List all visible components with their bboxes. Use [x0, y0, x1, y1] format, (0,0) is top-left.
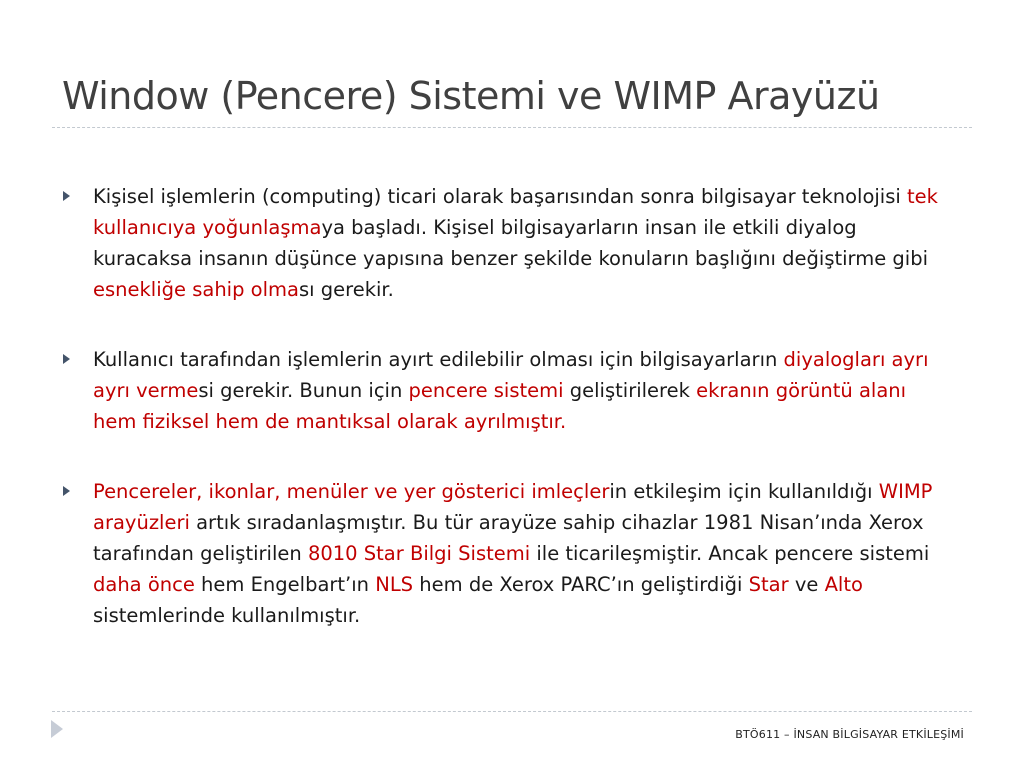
bullet-text: sı gerekir. — [298, 278, 394, 301]
slide-footer: BTÖ611 – İNSAN BİLGİSAYAR ETKİLEŞİMİ — [735, 728, 964, 741]
footer-divider — [52, 711, 972, 712]
triangle-right-icon — [63, 191, 70, 201]
highlighted-text: WIMP arayüzleri — [93, 480, 933, 534]
bullet-text: ya başladı. Kişisel bilgisayarların insan ile etkili diyalog kuracaksa insanın düşünce yapısına benzer şekilde konuların başlığını değiştirme gibi — [93, 216, 928, 270]
highlighted-text: Star — [748, 573, 789, 596]
bullet-text: si gerekir. Bunun için — [198, 379, 409, 402]
bullet-text: ile ticarileşmiştir. Ancak pencere sistemi — [530, 542, 930, 565]
bullet-text: geliştirilerek — [563, 379, 697, 402]
bullet-text: hem Engelbart’ın — [194, 573, 376, 596]
bullet-text: hem de Xerox PARC’ın geliştirdiği — [413, 573, 749, 596]
highlighted-text: ekranın görüntü alanı hem fiziksel hem de mantıksal olarak ayrılmıştır. — [93, 379, 907, 433]
bullet-text: Kişisel işlemlerin (computing) ticari olarak başarısından sonra bilgisayar teknolojisi — [93, 185, 907, 208]
highlighted-text: diyalogları ayrı ayrı verme — [93, 348, 929, 402]
bullet-item — [62, 476, 952, 631]
bullet-text: Kullanıcı tarafından işlemlerin ayırt edilebilir olması için bilgisayarların — [93, 348, 784, 371]
bullet-text: in etkileşim için kullanıldığı — [609, 480, 879, 503]
play-arrow-icon[interactable] — [51, 720, 63, 738]
bullet-item — [62, 181, 952, 305]
highlighted-text: daha önce — [93, 573, 195, 596]
bullet-list — [62, 181, 952, 631]
highlighted-text: Pencereler, ikonlar, menüler ve yer gösterici imleçler — [93, 480, 610, 503]
highlighted-text: esnekliğe sahip olma — [93, 278, 299, 301]
highlighted-text: tek kullanıcıya yoğunlaşma — [93, 185, 938, 239]
title-divider — [52, 127, 972, 128]
highlighted-text: 8010 Star Bilgi Sistemi — [307, 542, 531, 565]
bullet-text: sistemlerinde kullanılmıştır. — [93, 604, 361, 627]
highlighted-text: Alto — [824, 573, 863, 596]
slide-title: Window (Pencere) Sistemi ve WIMP Arayüzü — [62, 74, 880, 118]
highlighted-text: pencere sistemi — [408, 379, 564, 402]
bullet-text: ve — [788, 573, 825, 596]
bullet-item — [62, 344, 952, 437]
triangle-right-icon — [63, 486, 70, 496]
highlighted-text: NLS — [375, 573, 414, 596]
triangle-right-icon — [63, 354, 70, 364]
bullet-text: artık sıradanlaşmıştır. Bu tür arayüze sahip cihazlar 1981 Nisan’ında Xerox tarafından geliştirilen — [93, 511, 924, 565]
